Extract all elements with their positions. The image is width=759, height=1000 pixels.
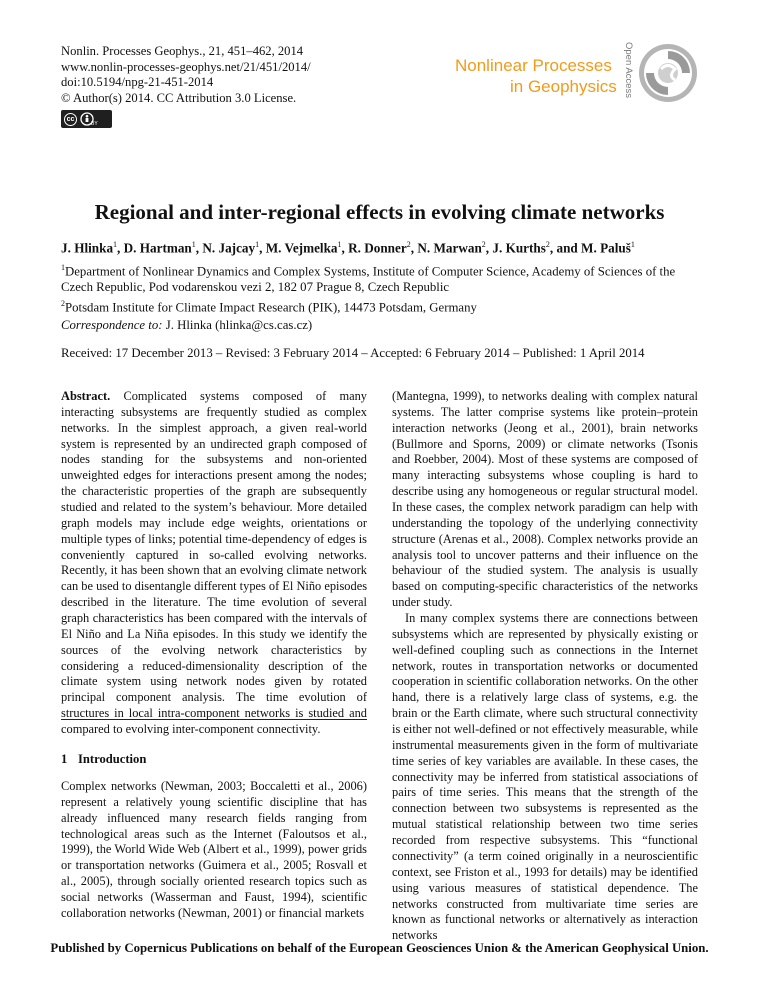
article-title: Regional and inter-regional effects in evolving climate networks	[94, 200, 665, 224]
abstract-divider	[61, 719, 367, 720]
article-metadata	[61, 44, 311, 106]
affiliation-1-cont: Czech Republic, Pod vodarenskou vezi 2, 182 07 Prague 8, Czech Republic	[61, 280, 450, 295]
author: M. Paluš	[581, 240, 631, 256]
author: R. Donner	[348, 240, 407, 256]
doi[interactable]: doi:10.5194/npg-21-451-2014	[61, 75, 214, 90]
author: N. Jajcay	[202, 240, 256, 256]
abstract-text: Complicated systems composed of many interacting subsystems are frequently studied as complex networks. In the simplest approach, a given real-world system is represented by an undirected graph composed of nodes standing for the subsystems and non-oriented unweighted edges for interactions present among the nodes; the characteristic properties of the graph are subsequently studied and related to the system’s behaviour. More detailed graph models may include edge weights, orientations or multiple types of links; potential time-dependency of edges is conveniently captured in so-called evolving networks. Recently, it has been shown that an evolving climate network can be used to disentangle different types of El Niño episodes described in the literature. The time evolution of several graph characteristics has been compared with the intervals of El Niño and La Niña episodes. In this study we identify the sources of the evolving network characteristics by considering a reduced-dimensionality description of the climate system using network nodes given by rotated principal component analysis. The time evolution of structures in local intra-component networks is studied and compared to evolving inter-component connectivity.	[61, 389, 368, 737]
author-list: J. Hlinka$^1$, D. Hartman$^1$, N. Jajcay$^1$, M. Vejmelka$^1$, R. Donner$^2$, N. Marwan$^2$, J. Kurths$^2$, and M. Paluš$^1$	[61, 240, 635, 256]
publisher-footer: Published by Copernicus Publications on behalf of the European Geosciences Union & the American Geophysical Union.	[50, 941, 709, 955]
cc-icon: cc	[64, 113, 77, 126]
author: D. Hartman	[123, 240, 192, 256]
correspondence-label: Correspondence to:	[61, 318, 163, 332]
correspondence-contact[interactable]: J. Hlinka (hlinka@cs.cas.cz)	[162, 318, 313, 332]
affiliation-2: Potsdam Institute for Climate Impact Research (PIK), 14473 Potsdam, Germany	[65, 300, 477, 315]
journal-name-line2: in Geophysics	[510, 77, 617, 96]
section-heading-introduction	[61, 752, 146, 767]
paragraph: (Mantegna, 1999), to networks dealing with complex natural systems. The latter comprise systems like protein–protein interaction networks (Jeong et al., 2001), brain networks (Bullmore and Sporns, 2009) or climate networks (Tsonis and Roebber, 2004). Most of these systems are composed of many interacting subsystems whose coupling is hard to describe using any homogeneous or regular structural model. In these cases, the complex network paradigm can help with understanding the topology of the underlying connectivity structure (Arenas et al., 2008). Complex networks provide an analysis tool to uncover patterns and their influence on the behaviour of the studied system. The analysis is usually based on computing-specific characteristics of the networks under study.	[392, 389, 698, 610]
abstract	[61, 389, 367, 738]
author: J. Hlinka	[61, 240, 114, 256]
by-label: BY	[91, 121, 98, 127]
publication-dates: Received: 17 December 2013 – Revised: 3 February 2014 – Accepted: 6 February 2014 – Published: 1 April 2014	[61, 346, 645, 360]
journal-name-line1: Nonlinear Processes	[455, 56, 612, 75]
cc-by-license-badge[interactable]	[61, 110, 112, 128]
journal-name	[455, 55, 617, 97]
author: J. Kurths	[492, 240, 546, 256]
introduction-paragraph-1: Complex networks (Newman, 2003; Boccaletti et al., 2006) represent a relatively young scientific discipline that has already influenced many research fields ranging from technological areas such as the Internet (Faloutsos et al., 1999), the World Wide Web (Albert et al., 1999), power grids or transportation networks (Guimera et al., 2005; Rosvall et al., 2005), through socially oriented research topics such as social networks (Wasserman and Faust, 1994), scientific collaboration networks (Newman, 2001) or financial markets	[61, 779, 367, 920]
section-number: 1	[61, 752, 68, 766]
abstract-label: Abstract.	[61, 389, 111, 403]
article-url[interactable]: www.nonlin-processes-geophys.net/21/451/2014/	[61, 59, 311, 74]
author: N. Marwan	[417, 240, 482, 256]
section-title: Introduction	[78, 752, 147, 766]
author: M. Vejmelka	[265, 240, 338, 256]
open-access-label: Open Access	[623, 42, 634, 98]
affiliations: $^1$Department of Nonlinear Dynamics and Complex Systems, Institute of Computer Science, Academy of Sciences of the Czech Republic, Pod vodarenskou vezi 2, 182 07 Prague 8, Czech Republic $^2$Potsdam Institute for Climate Impact Research (PIK), 14473 Potsdam, Germany	[61, 263, 676, 315]
correspondence	[61, 318, 312, 333]
citation: Nonlin. Processes Geophys., 21, 451–462, 2014	[61, 44, 304, 58]
paragraph: In many complex systems there are connections between subsystems which are represented by physically existing or well-defined coupling such as connections in the Internet network, routes in transportation networks or documented cooperation in scientific collaboration networks. On the other hand, there is a relatively large class of systems, e.g. the brain or the Earth climate, where such structural connectivity is either not well-defined or not effectively measurable, while instrumental measurements given in the form of multivariate time series of key variables are available. In these cases, the connectivity may be inferred from statistical associations of pairs of time series. This means that the strength of the connection between two subsystems is represented as the mutual statistical relationship between two time series recorded from respective subsystems. This “functional connectivity” (a term coined originally in a neuroscientific context, see Friston et al., 1993 for details) may be identified using various measures of statistical dependence. The networks constructed from multivariate time series are known as functional networks or alternatively as interaction networks	[392, 611, 698, 943]
affiliation-1: Department of Nonlinear Dynamics and Complex Systems, Institute of Computer Science, Academy of Sciences of the	[65, 264, 676, 279]
right-column	[392, 389, 698, 944]
open-access-globe-logo-icon	[637, 42, 699, 104]
copyright: © Author(s) 2014. CC Attribution 3.0 License.	[61, 90, 297, 105]
